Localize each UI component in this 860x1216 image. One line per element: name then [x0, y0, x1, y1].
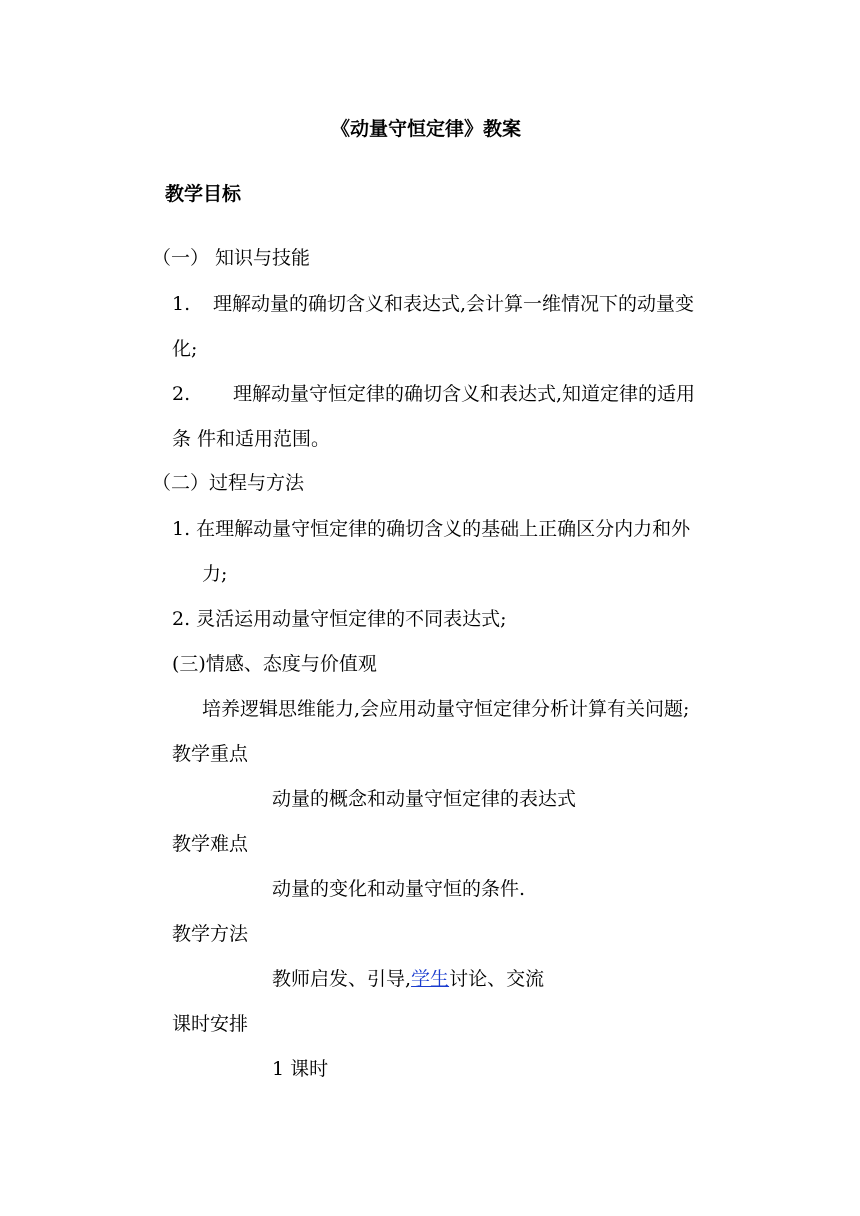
- section1-item1-continuation: 化;: [172, 338, 198, 360]
- schedule-content: 1 课时: [272, 1058, 329, 1080]
- section2-item2-text: 2. 灵活运用动量守恒定律的不同表达式;: [172, 608, 507, 630]
- objectives-heading: 教学目标: [165, 183, 242, 205]
- difficulties-content: 动量的变化和动量守恒的条件.: [272, 878, 526, 900]
- section2-heading: （二）过程与方法: [152, 472, 305, 494]
- methods-heading: 教学方法: [172, 923, 249, 945]
- key-points-content: 动量的概念和动量守恒定律的表达式: [272, 788, 577, 810]
- methods-content: [272, 966, 544, 992]
- students-link[interactable]: 学生: [411, 968, 450, 990]
- methods-prefix: 教师启发、引导,: [272, 968, 412, 990]
- section1-heading: （一） 知识与技能: [152, 247, 311, 269]
- section1-item1-text: 理解动量的确切含义和表达式,会计算一维情况下的动量变: [213, 293, 695, 315]
- section2-item1-text: 1. 在理解动量守恒定律的确切含义的基础上正确区分内力和外: [172, 518, 691, 540]
- schedule-heading: 课时安排: [172, 1013, 249, 1035]
- document-title: 《动量守恒定律》教案: [331, 118, 522, 140]
- section1-item2-continuation: 条 件和适用范围。: [172, 428, 331, 450]
- section3-heading: (三)情感、态度与价值观: [172, 653, 377, 675]
- section3-content: 培养逻辑思维能力,会应用动量守恒定律分析计算有关问题;: [202, 698, 690, 720]
- key-points-heading: 教学重点: [172, 743, 249, 765]
- section1-item2-text: 理解动量守恒定律的确切含义和表达式,知道定律的适用: [233, 383, 696, 405]
- section2-item1-continuation: 力;: [202, 563, 228, 585]
- difficulties-heading: 教学难点: [172, 833, 249, 855]
- section1-item2-number: 2.: [172, 383, 191, 405]
- methods-suffix: 讨论、交流: [449, 968, 545, 990]
- section1-item1-number: 1.: [172, 293, 191, 315]
